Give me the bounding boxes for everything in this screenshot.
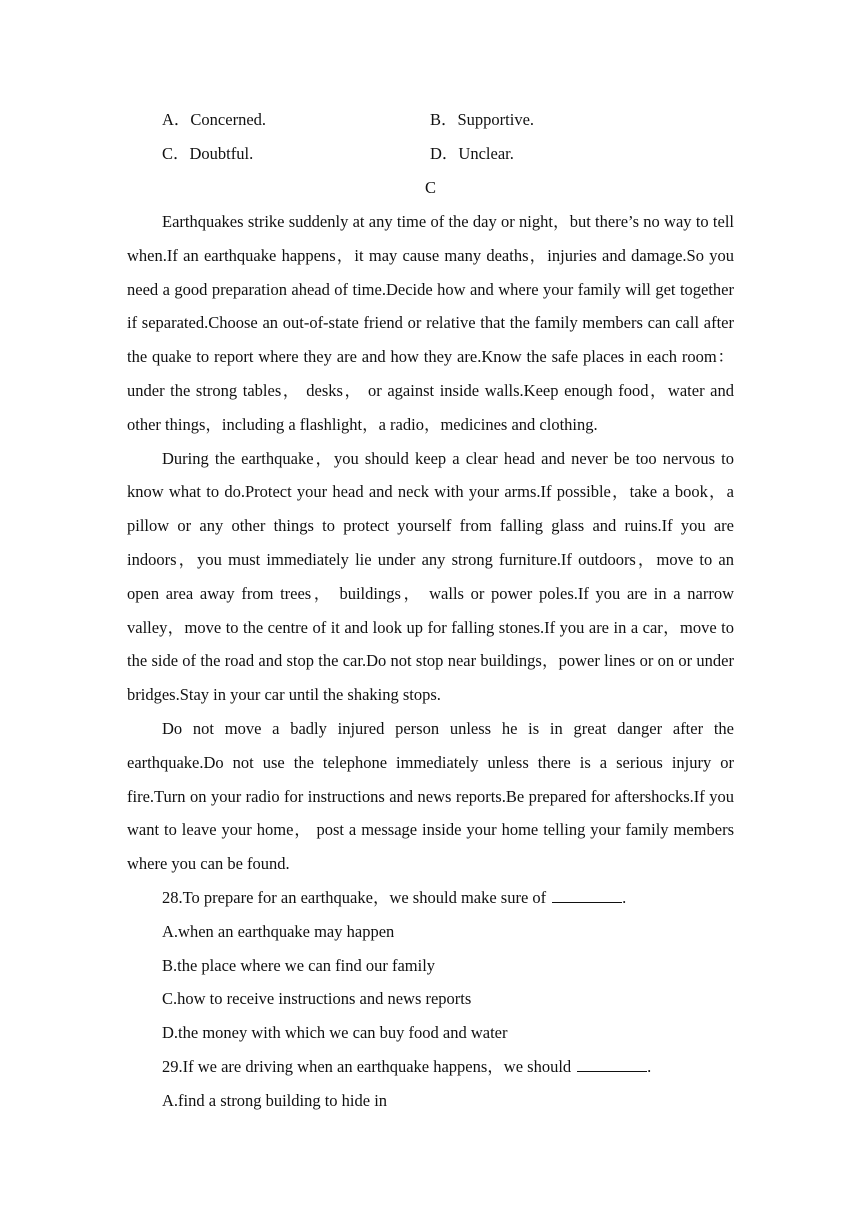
section-label: C (424, 178, 436, 197)
question-29-option-a: A.find a strong building to hide in (162, 1090, 388, 1110)
paragraph-1: Earthquakes strike suddenly at any time of the day or night，but there’s no way to tell when.If an earthquake happens，it may cause many deaths，injuries and damage.So you need a good preparation ahead of time.Decide how and where your family will get together if separated.Choose an out-of-state friend or relative that the family members can call after the quake to report where they are and how they are.Know the safe places in each room： under the strong tables， desks， or against inside walls.Keep enough food，water and other things，including a flashlight，a radio，medicines and clothing. (127, 212, 734, 434)
question-28-option-b: B.the place where we can find our family (162, 955, 436, 975)
question-28-option-c: C.how to receive instructions and news reports (162, 989, 472, 1009)
prev-options-row-1 (127, 103, 734, 137)
question-28-text: 28.To prepare for an earthquake，we should make sure of (162, 887, 547, 907)
document-page (127, 103, 734, 1118)
question-29-text: 29.If we are driving when an earthquake happens，we should (162, 1056, 572, 1076)
answer-blank (577, 1057, 647, 1072)
option-a: A．Concerned. (162, 110, 267, 129)
question-28-option-d: D.the money with which we can buy food and water (162, 1023, 508, 1043)
question-28-option-a: A.when an earthquake may happen (162, 921, 395, 941)
option-c: C．Doubtful. (162, 144, 254, 163)
paragraph-3: Do not move a badly injured person unless he is in great danger after the earthquake.Do not use the telephone immediately unless there is a serious injury or fire.Turn on your radio for instructions and news reports.Be prepared for aftershocks.If you want to leave your home， post a message inside your home telling your family members where you can be found. (127, 718, 734, 874)
paragraph-2: During the earthquake，you should keep a clear head and never be too nervous to know what to do.Protect your head and neck with your arms.If possible，take a book，a pillow or any other things to protect yourself from falling glass and ruins.If you are indoors，you must immediately lie under any strong furniture.If outdoors，move to an open area away from trees， buildings， walls or power poles.If you are in a narrow valley，move to the centre of it and look up for falling stones.If you are in a car，move to the side of the road and stop the car.Do not stop near buildings，power lines or on or under bridges.Stay in your car until the shaking stops. (127, 448, 734, 705)
question-28-stem (127, 881, 734, 915)
option-d: D．Unclear. (430, 144, 514, 163)
answer-blank (552, 888, 622, 903)
option-b: B．Supportive. (430, 110, 535, 129)
question-29-stem (127, 1050, 734, 1084)
question-29-end: . (647, 1056, 652, 1076)
prev-options-row-2 (127, 137, 734, 171)
question-28-end: . (622, 887, 627, 907)
